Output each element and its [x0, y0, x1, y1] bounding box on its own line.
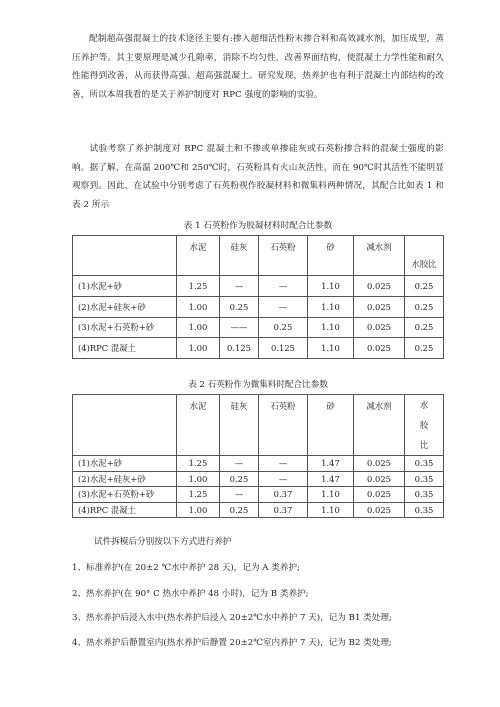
experiment-paragraph — [72, 140, 444, 214]
table-cell: 1.10 — [308, 502, 354, 518]
table2-header-row — [73, 395, 444, 456]
table-cell: 0.025 — [354, 338, 405, 359]
table2-header-cell: 水胶比 — [405, 395, 444, 456]
experiment-text: 试验考察了养护制度对 RPC 混凝土和不掺或单掺硅灰或石英粉掺合料的混凝土强度的影响。据了解，在高温 200℃和 250℃时，石英粉具有火山灰活性，而在 90℃时其活性不能明显观察到。因此，在试验中分别考虑了石英粉视作胶凝材料和微集料两种情况，其配合比如表 1 和表 2 所示 — [72, 144, 444, 210]
table-cell: (1)水泥+砂 — [73, 276, 177, 297]
table-cell: 0.125 — [220, 338, 259, 359]
table1-header-cell: 硅灰 — [220, 236, 259, 276]
table1-header-cell — [73, 236, 177, 276]
table-cell: 0.25 — [220, 502, 259, 518]
curing-intro: 试件拆模后分别按以下方式进行养护 — [94, 537, 232, 547]
table2-caption: 表 2 石英粉作为微集料时配合比参数 — [188, 380, 328, 390]
table-row — [73, 502, 444, 518]
table-cell: 0.025 — [354, 456, 405, 472]
table-cell: 1.10 — [308, 338, 354, 359]
table-cell: 0.25 — [405, 296, 444, 317]
curing-method-item: 3、热水养护后浸入水中(热水养护后浸入 20±2℃水中养护 7 天)，记为 B1 类处理; — [72, 613, 392, 623]
table-cell: 1.47 — [308, 471, 354, 487]
table1-header-cell: 水泥 — [177, 236, 220, 276]
table1-header-cell: 石英粉 — [259, 236, 308, 276]
table-cell: — — [259, 296, 308, 317]
table2-header-cell: 硅灰 — [220, 395, 259, 456]
table-cell: 0.37 — [259, 502, 308, 518]
table-cell: 0.025 — [354, 502, 405, 518]
table2-header-cell — [73, 395, 177, 456]
table-cell: 0.35 — [405, 456, 444, 472]
table1-caption: 表 1 石英粉作为胶凝材料时配合比参数 — [183, 221, 333, 231]
table-cell: — — [220, 487, 259, 503]
table-cell: (2)水泥+硅灰+砂 — [73, 471, 177, 487]
table-cell: 0.37 — [259, 487, 308, 503]
table-row — [73, 471, 444, 487]
table-cell: 0.35 — [405, 487, 444, 503]
table-row — [73, 456, 444, 472]
table-cell: 1.47 — [308, 456, 354, 472]
table-cell: 0.025 — [354, 317, 405, 338]
table1 — [72, 235, 444, 359]
table2 — [72, 394, 444, 518]
table1-header-cell: 砂 — [308, 236, 354, 276]
table-cell: 0.35 — [405, 502, 444, 518]
table-cell: 0.25 — [405, 276, 444, 297]
table-cell: — — [259, 471, 308, 487]
table2-header-cell: 水泥 — [177, 395, 220, 456]
table-cell: 0.125 — [259, 338, 308, 359]
table-cell: 0.35 — [405, 471, 444, 487]
table-cell: (1)水泥+砂 — [73, 456, 177, 472]
table2-header-cell: 石英粉 — [259, 395, 308, 456]
table-cell: (2)水泥+硅灰+砂 — [73, 296, 177, 317]
table-cell: 1.10 — [308, 276, 354, 297]
table-cell: 1.00 — [177, 317, 220, 338]
table-cell: (4)RPC 混凝土 — [73, 502, 177, 518]
curing-method-item: 1、标准养护(在 20±2 ℃水中养护 28 天)，记为 A 类养护; — [72, 563, 300, 573]
table-row — [73, 317, 444, 338]
table-cell: —— — [220, 317, 259, 338]
table-row — [73, 338, 444, 359]
table-cell: 1.25 — [177, 276, 220, 297]
intro-text: 配制超高强混凝土的技术途径主要有:掺入超细活性粉末掺合料和高效减水剂，加压成型，蒸压养护等。其主要原理是减少孔隙率，消除不均匀性，改善界面结构，使混凝土力学性能和耐久性能得到改善，从而获得高强、超高强混凝土。研究发现，热养护也有利于混凝土内部结构的改善，所以本周我看的是关于养护制度对 RPC 强度的影响的实验。 — [72, 34, 444, 100]
intro-paragraph — [72, 30, 444, 104]
table-cell: 0.025 — [354, 276, 405, 297]
table-cell: — — [220, 456, 259, 472]
table-cell: 1.10 — [308, 296, 354, 317]
table-cell: 1.00 — [177, 296, 220, 317]
table1-header-cell: 水胶比 — [405, 236, 444, 276]
table-cell: 0.25 — [405, 317, 444, 338]
table-row — [73, 276, 444, 297]
table-cell: (3)水泥+石英粉+砂 — [73, 487, 177, 503]
table-cell: (4)RPC 混凝土 — [73, 338, 177, 359]
table-cell: 1.10 — [308, 487, 354, 503]
table-cell: 1.25 — [177, 487, 220, 503]
table-row — [73, 296, 444, 317]
table-cell: 0.25 — [405, 338, 444, 359]
table-cell: 0.25 — [259, 317, 308, 338]
table-row — [73, 487, 444, 503]
table-cell: — — [259, 456, 308, 472]
table-cell: 0.25 — [220, 296, 259, 317]
table-cell: — — [220, 276, 259, 297]
table-cell: (3)水泥+石英粉+砂 — [73, 317, 177, 338]
table2-header-cell: 砂 — [308, 395, 354, 456]
table-cell: 1.00 — [177, 502, 220, 518]
table-cell: 1.00 — [177, 471, 220, 487]
table-cell: 1.25 — [177, 456, 220, 472]
table-cell: 0.025 — [354, 471, 405, 487]
table1-header-row — [73, 236, 444, 276]
table1-header-cell: 减水剂 — [354, 236, 405, 276]
curing-method-item: 2、热水养护(在 90° C 热水中养护 48 小时)，记为 B 类养护; — [72, 589, 309, 599]
table-cell: 1.00 — [177, 338, 220, 359]
table-cell: — — [259, 276, 308, 297]
table-cell: 1.10 — [308, 317, 354, 338]
table-cell: 0.025 — [354, 296, 405, 317]
table2-header-cell: 减水剂 — [354, 395, 405, 456]
table-cell: 0.25 — [220, 471, 259, 487]
table-cell: 0.025 — [354, 487, 405, 503]
curing-method-item: 4、热水养护后静置室内(热水养护后静置 20±2℃室内养护 7 天)，记为 B2 类处理; — [72, 638, 392, 648]
